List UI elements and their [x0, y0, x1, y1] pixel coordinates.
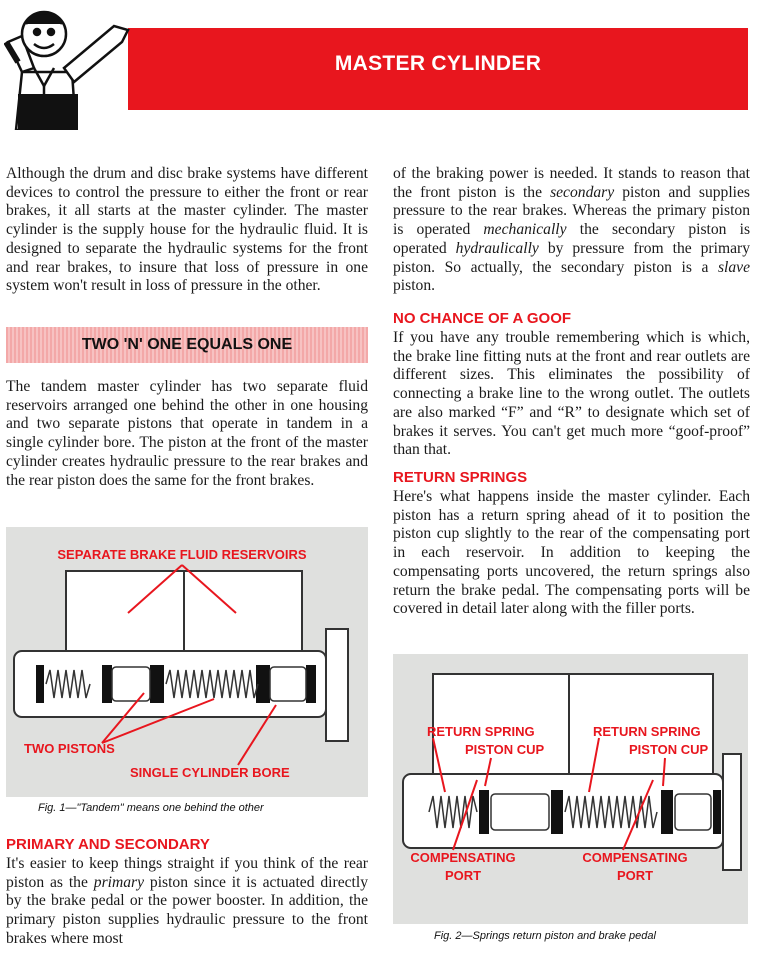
label-port-left: PORT [444, 868, 482, 883]
goof-paragraph: If you have any trouble remembering which is which, the brake line fitting nuts at the front and rear outlets are different sizes. This eliminates the possibility of connecting a brake line to the wrong outlet. The outlets are also marked “F” and “R” to designate which set of brakes it serves. You can't get much more “goof-proof” than that. [393, 329, 750, 459]
label-compensating-right: COMPENSATING [582, 850, 688, 865]
label-separate-reservoirs: SEPARATE BRAKE FLUID RESERVOIRS [57, 547, 307, 562]
return-springs-paragraph: Here's what happens inside the master cylinder. Each piston has a return spring ahead of it to position the piston cup slightly to the rear of the compensating port in each reservoir. In addition to keeping the compensating ports uncovered, the return springs also return the brake pedal. The compensating ports will be covered in detail later along with the filler ports. [393, 488, 750, 618]
label-two-pistons: TWO PISTONS [24, 741, 115, 756]
return-spring-diagram [393, 654, 748, 924]
primary-secondary-heading: PRIMARY AND SECONDARY [6, 836, 210, 853]
goof-heading: NO CHANCE OF A GOOF [393, 310, 572, 327]
section-two-paragraph: The tandem master cylinder has two separate fluid reservoirs arranged one behind the other in one housing and two separate pistons that operate in tandem in a single cylinder bore. The piston at the front of the master cylinder creates hydraulic pressure to the rear brakes and the rear piston does the same for the front brakes. [6, 378, 368, 489]
figure-2-caption: Fig. 2—Springs return piston and brake pedal [434, 930, 656, 942]
mascot-illustration-icon [4, 2, 134, 130]
label-single-bore: SINGLE CYLINDER BORE [130, 765, 290, 780]
figure-1-caption: Fig. 1—"Tandem" means one behind the other [38, 802, 264, 814]
intro-paragraph: Although the drum and disc brake systems have different devices to control the pressure to either the front or rear brakes, it all starts at the master cylinder. The master cylinder is the supply house for the hydraulic fluid. It is designed to separate the hydraulic systems for the front and rear brakes, to insure that loss of pressure in one system won't result in loss of pressure in the other. [6, 165, 368, 295]
label-piston-cup-left: PISTON CUP [465, 742, 545, 757]
figure-1 [6, 527, 368, 797]
tandem-cylinder-diagram [6, 527, 368, 797]
label-port-right: PORT [616, 868, 654, 883]
label-return-spring-left: RETURN SPRING [427, 724, 535, 739]
label-compensating-left: COMPENSATING [410, 850, 516, 865]
primary-secondary-paragraph: It's easier to keep things straight if you think of the rear piston as the primary piston since it is actuated directly by the brake pedal or the power booster. In addition, the primary piston supplies hydraulic pressure to the front brakes where most [6, 855, 369, 947]
column2-paragraph: of the braking power is needed. It stands to reason that the front piston is the secondary piston and supplies pressure to the rear brakes. Whereas the primary piston is operated mechanically the secondary piston is operated hydraulically by pressure from the primary piston. So actually, the secondary piston is a slave piston. [393, 165, 751, 295]
label-return-spring-right: RETURN SPRING [593, 724, 701, 739]
return-springs-heading: RETURN SPRINGS [393, 469, 528, 486]
page-title: MASTER CYLINDER [334, 52, 542, 75]
section-two-heading: TWO 'N' ONE EQUALS ONE [81, 336, 293, 353]
figure-2 [393, 654, 748, 924]
label-piston-cup-right: PISTON CUP [629, 742, 709, 757]
